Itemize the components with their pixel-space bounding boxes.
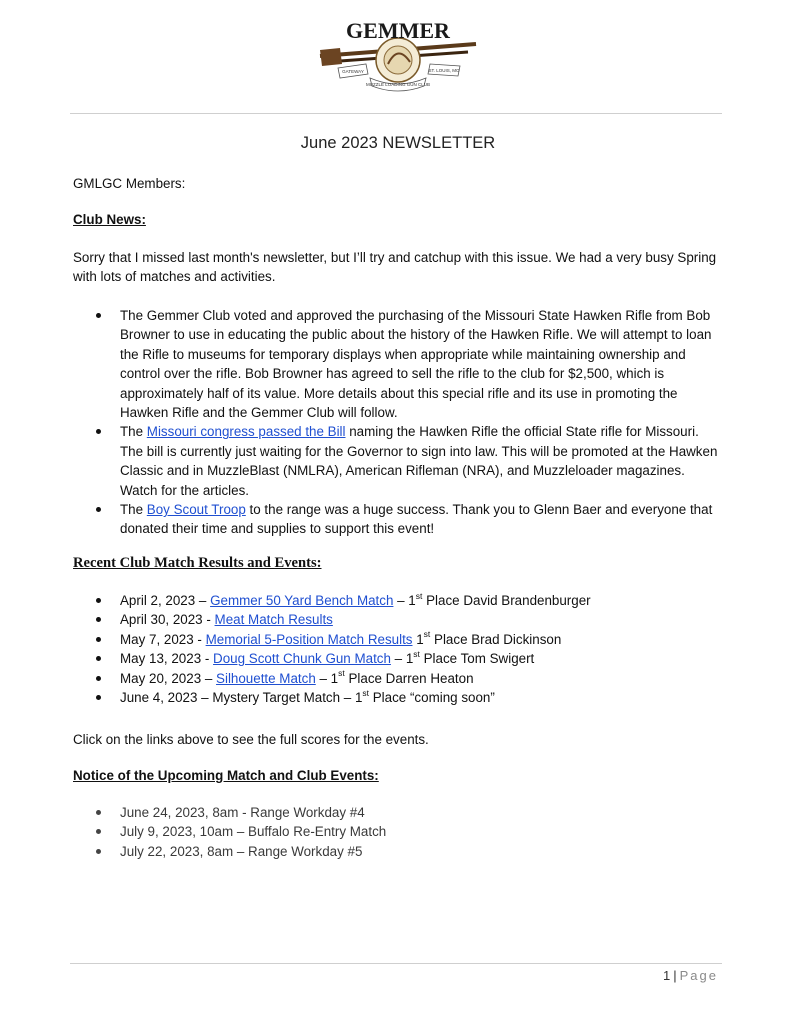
club-news-heading: Club News: [73, 212, 146, 227]
text: st [413, 648, 420, 659]
footer-separator: | [673, 968, 677, 983]
header-divider [70, 113, 722, 114]
list-item [92, 630, 722, 649]
text: st [423, 629, 431, 640]
silhouette-match-link[interactable]: Silhouette Match [216, 670, 316, 686]
newsletter-title: June 2023 NEWSLETTER [300, 134, 496, 152]
club-news-list [92, 306, 722, 539]
list-item: July 9, 2023, 10am – Buffalo Re-Entry Match [92, 822, 722, 841]
text: The [120, 502, 147, 518]
list-item: July 22, 2023, 8am – Range Workday #5 [92, 842, 722, 861]
page-number: 1 [663, 968, 671, 983]
text: April 2, 2023 – [120, 593, 211, 608]
text: to the range was a huge success. Thank you to Glenn Baer and everyone that donated their time and supplies to support this event! [120, 502, 713, 537]
gemmer-club-logo [318, 14, 478, 92]
missouri-congress-link[interactable]: Missouri congress passed the Bill [146, 424, 346, 440]
logo-left-banner: GATEWAY [342, 69, 364, 74]
text: May 7, 2023 - [120, 631, 206, 647]
text: 1 [412, 631, 424, 647]
logo-wordmark: GEMMER [346, 18, 450, 43]
text: st [338, 668, 345, 679]
text: April 30, 2023 - [120, 612, 215, 628]
text: May 13, 2023 - [120, 651, 214, 667]
text: Place Tom Swigert [419, 651, 535, 667]
list-item [92, 688, 722, 707]
list-item: June 24, 2023, 8am - Range Workday #4 [92, 803, 722, 822]
club-news-intro: Sorry that I missed last month's newsletter, but I’ll try and catchup with this issue. We had a very busy Spring with lots of matches and activities. [73, 250, 717, 285]
list-item [92, 422, 722, 500]
text: – 1 [390, 651, 414, 667]
text: Place David Brandenburger [422, 593, 591, 608]
list-item [92, 610, 722, 629]
text: naming the Hawken Rifle the official State rifle for Missouri. The bill is currently just waiting for the Governor to sign into law. This will be promoted at the Hawken Classic and in MuzzleBlast (NMLRA), American Rifleman (NRA), and Muzzleloader magazines. Watch for the articles. [120, 424, 718, 498]
list-item [92, 591, 722, 610]
results-note: Click on the links above to see the full scores for the events. [73, 732, 429, 747]
text: May 20, 2023 – [120, 670, 217, 686]
page-footer [663, 968, 718, 983]
logo-bottom-banner: MUZZLE LOADING GUN CLUB [365, 82, 431, 87]
list-item [92, 306, 722, 422]
list-item [92, 500, 722, 539]
results-heading: Recent Club Match Results and Events: [73, 555, 322, 571]
text: – 1 [315, 670, 339, 686]
text: st [415, 590, 423, 601]
results-list [92, 591, 722, 707]
list-item [92, 649, 722, 668]
greeting: GMLGC Members: [73, 176, 186, 191]
text: Place Brad Dickinson [430, 631, 562, 647]
list-item [92, 669, 722, 688]
footer-divider [70, 963, 722, 964]
text: June 4, 2023 – Mystery Target Match – 1 [120, 690, 363, 706]
upcoming-heading: Notice of the Upcoming Match and Club Events: [73, 768, 379, 783]
boy-scout-troop-link[interactable]: Boy Scout Troop [146, 502, 246, 518]
page-label: Page [679, 968, 718, 983]
bench-match-link[interactable]: Gemmer 50 Yard Bench Match [210, 593, 394, 608]
upcoming-list [92, 803, 722, 861]
memorial-match-link[interactable]: Memorial 5-Position Match Results [205, 631, 413, 647]
text: Place “coming soon” [369, 690, 495, 706]
text: – 1 [393, 593, 416, 608]
text: st [362, 687, 370, 698]
logo-right-banner: ST. LOUIS, MO [428, 68, 460, 73]
chunk-gun-match-link[interactable]: Doug Scott Chunk Gun Match [213, 651, 391, 667]
text: Place Darren Heaton [344, 670, 474, 686]
club-news-item-1: The Gemmer Club voted and approved the purchasing of the Missouri State Hawken Rifle from Bob Browner to use in educating the public about the history of the Hawken Rifle. We will attempt to loan the Rifle to museums for temporary displays when appropriate while maintaining ownership and control over the rifle. Bob Browner has agreed to sell the rifle to the club for $2,500, which is approximately half of its value. More details about this special rifle and its use in promoting the Hawken Rifle and the Gemmer Club will follow. [120, 308, 712, 421]
meat-match-link[interactable]: Meat Match Results [214, 612, 333, 628]
text: The [120, 424, 147, 440]
